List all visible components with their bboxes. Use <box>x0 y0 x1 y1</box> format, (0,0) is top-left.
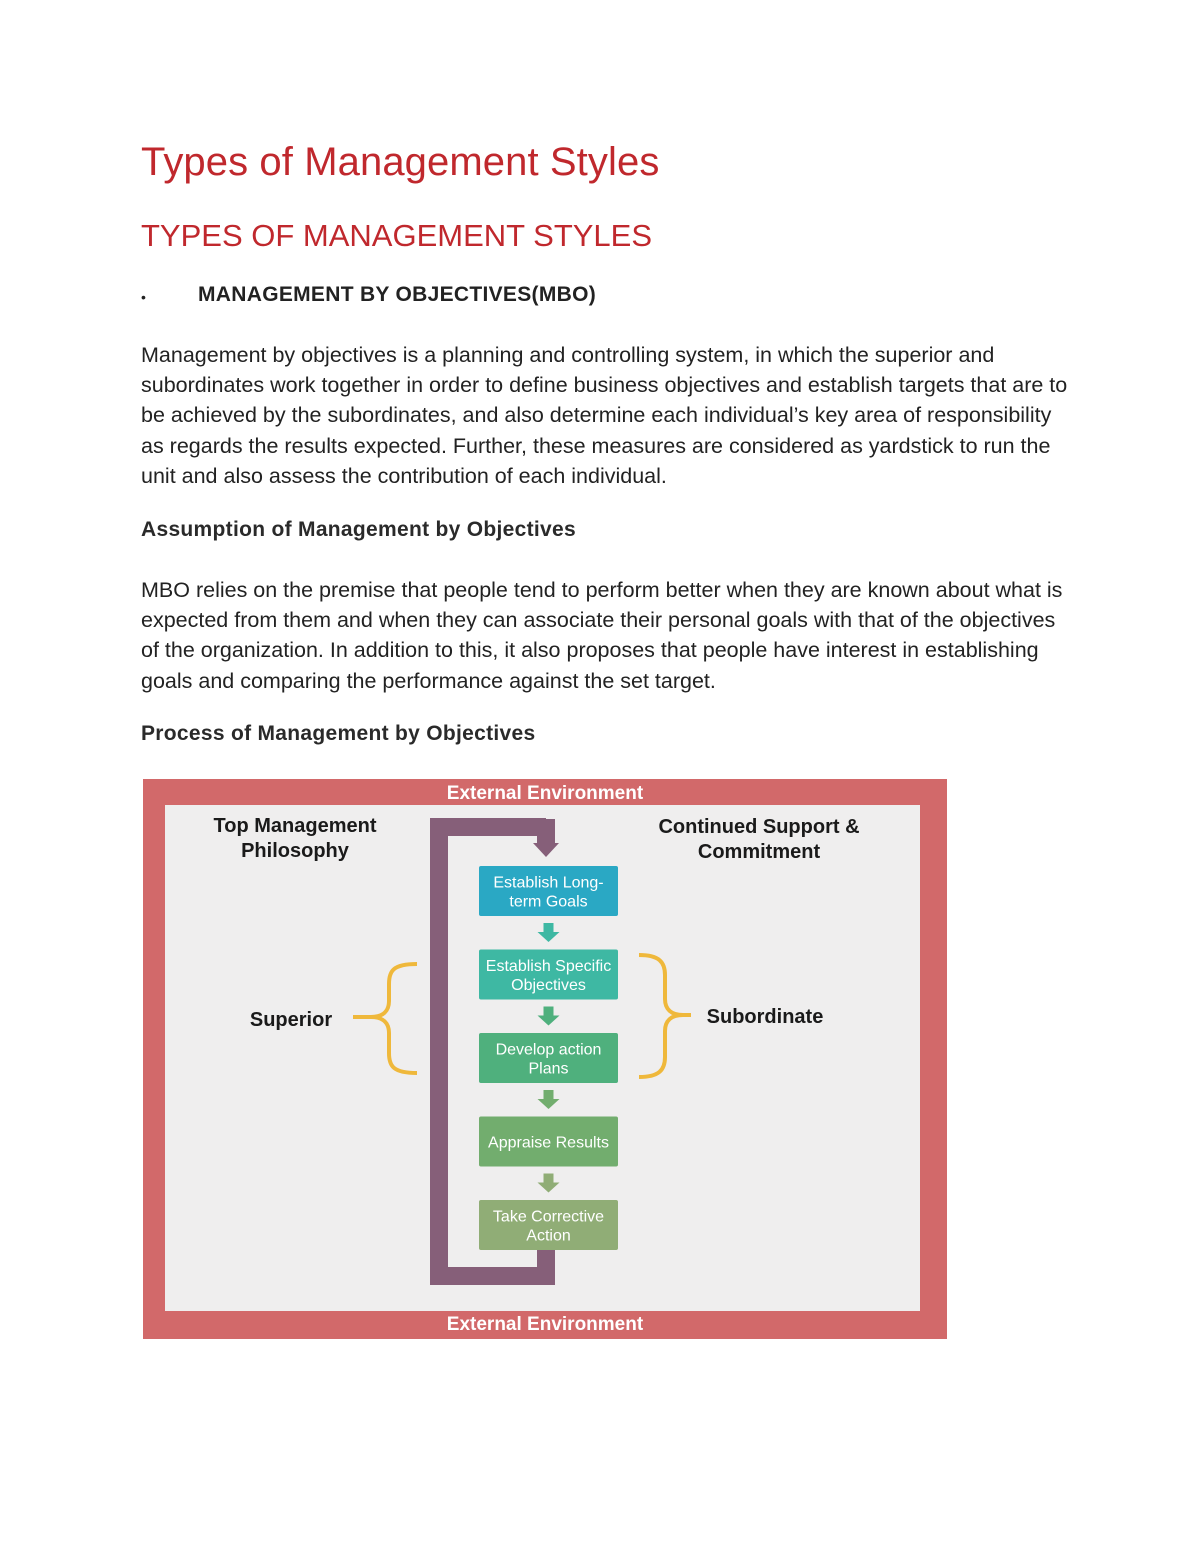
document-subtitle: TYPES OF MANAGEMENT STYLES <box>141 218 653 253</box>
heading-assumption: Assumption of Management by Objectives <box>141 518 576 541</box>
process-step-label: Develop action <box>495 1041 602 1059</box>
process-step-label: term Goals <box>509 893 588 911</box>
continued-support-label-line2: Commitment <box>697 841 821 863</box>
mbo-process-diagram <box>143 779 947 1339</box>
external-environment-top-label: External Environment <box>446 783 644 804</box>
heading-process: Process of Management by Objectives <box>141 722 536 745</box>
mbo-diagram-svg <box>143 779 947 1339</box>
document-title: Types of Management Styles <box>141 140 660 184</box>
bullet-text: MANAGEMENT BY OBJECTIVES(MBO) <box>198 283 596 306</box>
process-step-label: Objectives <box>511 977 586 994</box>
process-step-label: Establish Specific <box>485 958 612 975</box>
process-step-label: Plans <box>528 1060 569 1078</box>
continued-support-label-line1: Continued Support & <box>658 816 860 838</box>
step-arrow-stem <box>544 923 554 932</box>
paragraph-mbo-definition: Management by objectives is a planning and controlling system, in which the superior and subordinates work together in order to define business objectives and establish targets that are to be achieved by the subordinates, and also determine each individual’s key area of responsibility as regards the results expected. Further, these measures are considered as yardstick to run the unit and also assess the contribution of each individual. <box>141 343 1068 488</box>
process-step-label: Action <box>526 1227 571 1245</box>
external-environment-bottom-label: External Environment <box>446 1314 644 1335</box>
step-arrow-stem <box>544 1174 554 1183</box>
paragraph-mbo-assumption: MBO relies on the premise that people tend to perform better when they are known about what is expected from them and when they can associate their personal goals with that of the objectives of the organization. In addition to this, it also proposes that people have interest in establishing goals and comparing the performance against the set target. <box>141 578 1063 693</box>
step-arrow-stem <box>544 1090 554 1099</box>
superior-label: Superior <box>249 1009 333 1031</box>
process-step-label: Take Corrective <box>492 1208 605 1226</box>
process-step-label: Appraise Results <box>488 1134 609 1152</box>
process-step-label: Establish Long- <box>493 874 604 892</box>
top-management-label-line1: Top Management <box>213 815 377 837</box>
step-arrow-stem <box>544 1007 554 1016</box>
subordinate-label: Subordinate <box>706 1006 824 1028</box>
bullet-marker: • <box>141 289 146 305</box>
top-management-label-line2: Philosophy <box>241 840 349 862</box>
